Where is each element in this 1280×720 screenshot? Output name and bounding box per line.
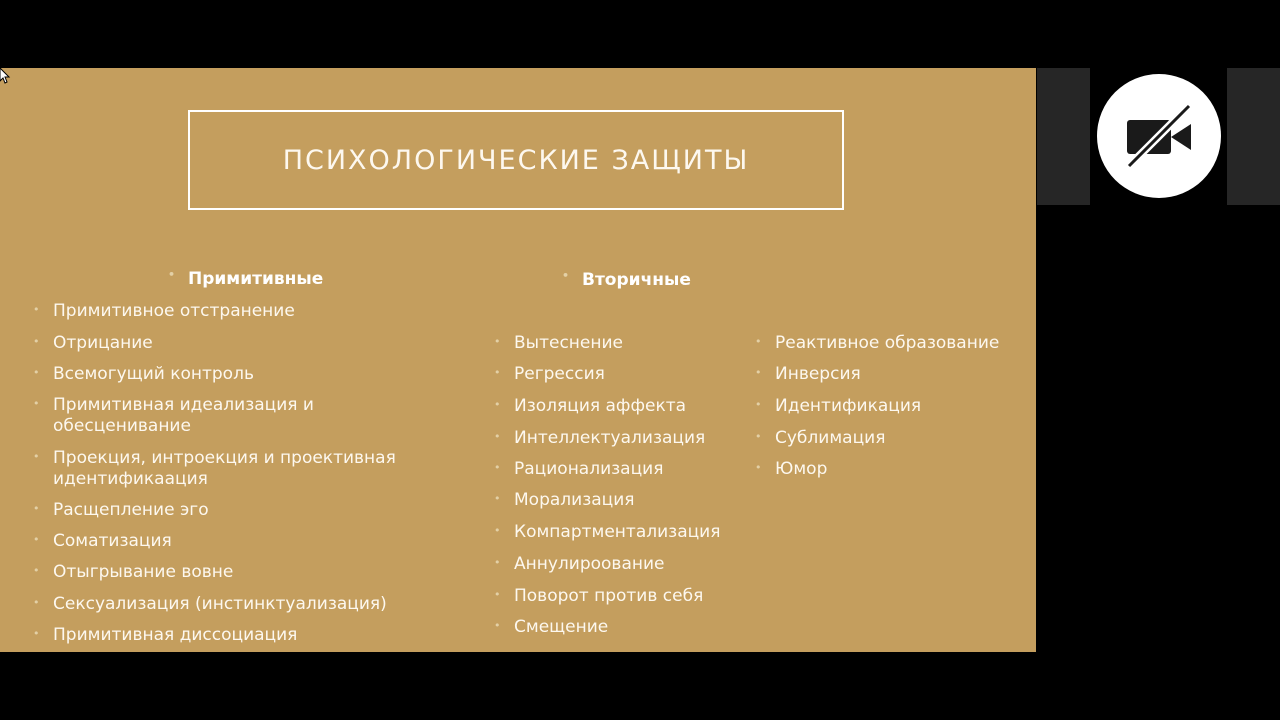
list-item: • Отыгрывание вовне (33, 562, 234, 582)
mouse-cursor-icon (0, 68, 12, 84)
list-item: • Всемогущий контроль (33, 364, 254, 384)
list-item: • Интеллектуализация (494, 428, 706, 448)
title-box (188, 110, 844, 210)
bullet-icon: • (562, 269, 570, 282)
list-item: • Регрессия (494, 364, 605, 384)
camera-off-icon (1119, 96, 1199, 176)
list-item: • Морализация (494, 490, 635, 510)
primitive-heading: • Примитивные (168, 268, 324, 289)
list-item: • Изоляция аффекта (494, 396, 687, 416)
list-item: • Поворот против себя (494, 586, 704, 606)
list-item: • Реактивное образование (755, 333, 1000, 353)
list-item: • Юмор (755, 459, 828, 479)
video-panel-left (1037, 68, 1090, 205)
list-item: • Примитивное отстранение (33, 301, 295, 321)
list-item: • Рационализация (494, 459, 664, 479)
slide-title: ПСИХОЛОГИЧЕСКИЕ ЗАЩИТЫ (282, 144, 750, 176)
list-item: • Компартментализация (494, 522, 721, 542)
list-item: • Инверсия (755, 364, 861, 384)
camera-off-button[interactable] (1097, 74, 1221, 198)
list-item: • Аннулироование (494, 554, 665, 574)
list-item: • Сублимация (755, 428, 886, 448)
list-item: • Проекция, интроекция и проективная идентификаация (33, 448, 396, 489)
list-item: • Смещение (494, 617, 609, 637)
bullet-icon: • (168, 268, 176, 281)
list-item: • Примитивная идеализация и обесценивание (33, 395, 314, 436)
video-panel-right (1227, 68, 1280, 205)
list-item: • Отрицание (33, 333, 153, 353)
presentation-slide (0, 68, 1036, 652)
list-item: • Расщепление эго (33, 500, 209, 520)
list-item: • Примитивная диссоциация (33, 625, 298, 645)
list-item: • Сексуализация (инстинктуализация) (33, 594, 387, 614)
list-item: • Вытеснение (494, 333, 623, 353)
secondary-heading: • Вторичные (562, 269, 691, 290)
list-item: • Соматизация (33, 531, 172, 551)
list-item: • Идентификация (755, 396, 922, 416)
